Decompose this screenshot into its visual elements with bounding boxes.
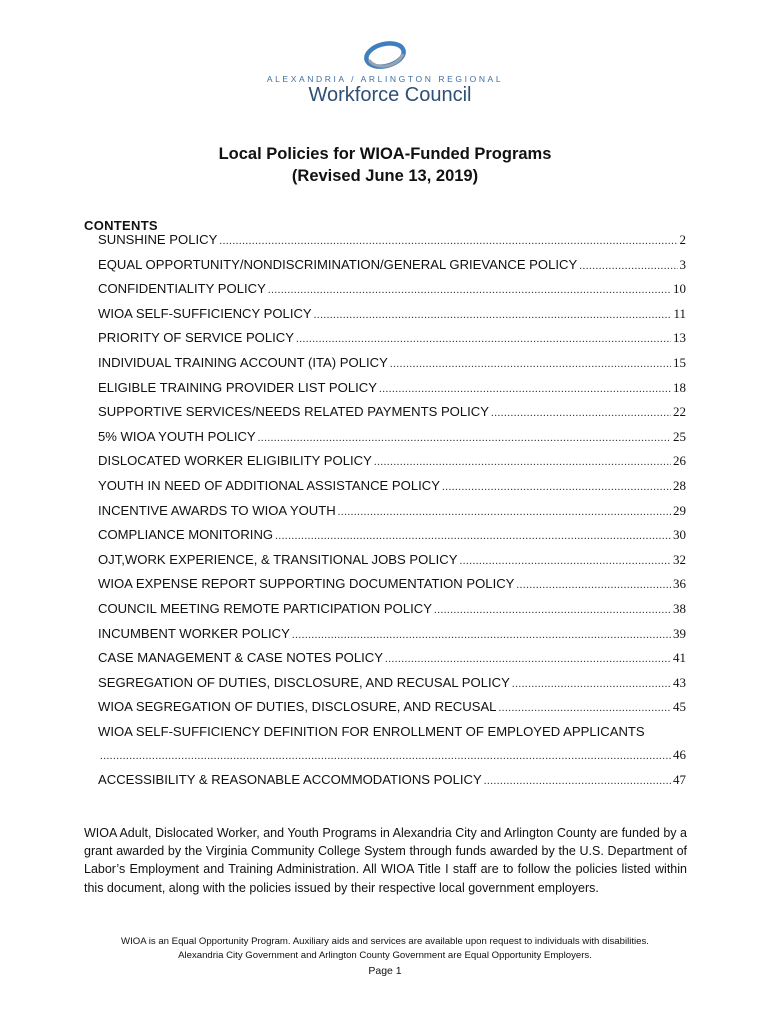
toc-leader-dots xyxy=(385,653,671,665)
ring-logo-icon xyxy=(361,40,409,70)
toc-item-title: COUNCIL MEETING REMOTE PARTICIPATION POLICY xyxy=(98,600,432,616)
toc-item[interactable] xyxy=(98,699,686,724)
toc-item[interactable] xyxy=(98,429,686,454)
toc-item-page: 38 xyxy=(673,600,686,616)
toc-leader-dots xyxy=(579,260,677,272)
toc-item-title: COMPLIANCE MONITORING xyxy=(98,527,274,543)
toc-item[interactable] xyxy=(98,503,686,528)
toc-item-page: 28 xyxy=(673,477,686,493)
toc-item-title: ELIGIBLE TRAINING PROVIDER LIST POLICY xyxy=(98,379,377,395)
toc-item-page: 29 xyxy=(673,502,686,518)
toc-item-title: INDIVIDUAL TRAINING ACCOUNT (ITA) POLICY xyxy=(98,354,388,370)
toc-item[interactable] xyxy=(98,281,686,306)
toc-item-title: CONFIDENTIALITY POLICY xyxy=(98,281,266,297)
toc-item[interactable] xyxy=(98,626,686,651)
toc-item[interactable] xyxy=(98,257,686,282)
toc-item[interactable] xyxy=(98,675,686,700)
toc-item[interactable] xyxy=(98,724,686,772)
toc-leader-dots xyxy=(516,579,671,591)
toc-leader-dots xyxy=(379,383,671,395)
toc-item-title: INCENTIVE AWARDS TO WIOA YOUTH xyxy=(98,502,336,518)
toc-leader-dots xyxy=(491,407,671,419)
toc-item-page: 22 xyxy=(673,404,686,420)
toc-item-title: OJT,WORK EXPERIENCE, & TRANSITIONAL JOBS POLICY xyxy=(98,551,458,567)
toc-item-title: INCUMBENT WORKER POLICY xyxy=(98,625,290,641)
toc-item-page: 41 xyxy=(673,650,686,666)
toc-item[interactable] xyxy=(98,232,686,257)
toc-leader-dots xyxy=(314,309,672,321)
toc-leader-dots xyxy=(296,333,671,345)
toc-item-title: SUPPORTIVE SERVICES/NEEDS RELATED PAYMENTS POLICY xyxy=(98,404,489,420)
intro-paragraph: WIOA Adult, Dislocated Worker, and Youth Programs in Alexandria City and Arlington County are funded by a grant awarded by the Virginia Community College System through funds awarded by the U.S. Department of Labor’s Employment and Training Administration. All WIOA Title I staff are to follow the policies listed within this document, along with the policies issued by their respective local government employers. xyxy=(84,826,687,895)
toc-leader-dots xyxy=(268,284,671,296)
toc-item-title: WIOA SELF-SUFFICIENCY DEFINITION FOR ENROLLMENT OF EMPLOYED APPLICANTS xyxy=(98,723,645,739)
document-title xyxy=(0,143,770,187)
toc-leader-dots xyxy=(275,530,671,542)
toc-item[interactable] xyxy=(98,772,686,797)
toc-item-page: 30 xyxy=(673,527,686,543)
toc-leader-dots xyxy=(459,555,671,567)
toc-item-title: ACCESSIBILITY & REASONABLE ACCOMMODATIONS POLICY xyxy=(98,771,482,787)
toc-item[interactable] xyxy=(98,404,686,429)
toc-leader-dots xyxy=(498,702,671,714)
toc-item-title: WIOA SELF-SUFFICIENCY POLICY xyxy=(98,305,312,321)
footer-note xyxy=(0,935,770,963)
title-line-2: (Revised June 13, 2019) xyxy=(291,167,479,185)
toc-leader-dots xyxy=(512,678,671,690)
toc-leader-dots xyxy=(219,235,677,247)
toc-item-title: 5% WIOA YOUTH POLICY xyxy=(98,428,256,444)
toc-item[interactable] xyxy=(98,552,686,577)
page-number: Page 1 xyxy=(368,965,402,977)
toc-item-page: 46 xyxy=(673,746,686,762)
toc-item-page: 32 xyxy=(673,551,686,567)
logo-org-line: ALEXANDRIA / ARLINGTON REGIONAL xyxy=(266,74,504,84)
toc-item-page: 10 xyxy=(673,281,686,297)
toc-item-page: 11 xyxy=(673,305,686,321)
toc-leader-dots xyxy=(338,506,671,518)
toc-item[interactable] xyxy=(98,330,686,355)
toc-item-page: 2 xyxy=(679,232,686,247)
toc-item-title: PRIORITY OF SERVICE POLICY xyxy=(98,330,294,346)
toc-item[interactable] xyxy=(98,453,686,478)
toc-leader-dots xyxy=(442,481,671,493)
toc-item-page: 3 xyxy=(679,256,686,272)
toc-item-page: 13 xyxy=(673,330,686,346)
toc-item[interactable] xyxy=(98,601,686,626)
toc-item[interactable] xyxy=(98,478,686,503)
toc-item-title: DISLOCATED WORKER ELIGIBILITY POLICY xyxy=(98,453,372,469)
toc-item[interactable] xyxy=(98,380,686,405)
toc-item-page: 18 xyxy=(673,379,686,395)
table-of-contents xyxy=(98,232,686,796)
contents-heading: CONTENTS xyxy=(84,218,158,233)
toc-item-page: 25 xyxy=(673,428,686,444)
logo-name: Workforce Council xyxy=(308,84,472,106)
toc-item[interactable] xyxy=(98,306,686,331)
toc-leader-dots xyxy=(434,604,671,616)
toc-item-page: 43 xyxy=(673,674,686,690)
footer-line-1: WIOA is an Equal Opportunity Program. Auxiliary aids and services are available upon request to individuals with disabilities. xyxy=(121,936,649,947)
toc-item-title: SUNSHINE POLICY xyxy=(98,232,218,247)
toc-item[interactable] xyxy=(98,576,686,601)
toc-item[interactable] xyxy=(98,650,686,675)
toc-leader-dots xyxy=(100,750,671,762)
toc-leader-dots xyxy=(484,775,671,787)
toc-item-title: EQUAL OPPORTUNITY/NONDISCRIMINATION/GENERAL GRIEVANCE POLICY xyxy=(98,256,578,272)
toc-item-title: CASE MANAGEMENT & CASE NOTES POLICY xyxy=(98,650,383,666)
toc-item-page: 39 xyxy=(673,625,686,641)
footer-line-2: Alexandria City Government and Arlington County Government are Equal Opportunity Employers. xyxy=(178,950,592,961)
toc-item-page: 26 xyxy=(673,453,686,469)
toc-leader-dots xyxy=(374,456,671,468)
toc-item-page: 45 xyxy=(673,699,686,715)
toc-item-title: WIOA SEGREGATION OF DUTIES, DISCLOSURE, AND RECUSAL xyxy=(98,699,497,715)
toc-item-title: SEGREGATION OF DUTIES, DISCLOSURE, AND RECUSAL POLICY xyxy=(98,674,510,690)
toc-item[interactable] xyxy=(98,355,686,380)
toc-item-page: 15 xyxy=(673,354,686,370)
title-line-1: Local Policies for WIOA-Funded Programs xyxy=(218,145,552,163)
toc-leader-dots xyxy=(292,629,671,641)
toc-item-page: 47 xyxy=(673,771,686,787)
toc-item[interactable] xyxy=(98,527,686,552)
toc-leader-dots xyxy=(390,358,671,370)
logo xyxy=(0,40,770,107)
toc-item-page: 36 xyxy=(673,576,686,592)
toc-leader-dots xyxy=(258,432,671,444)
toc-item-title: WIOA EXPENSE REPORT SUPPORTING DOCUMENTATION POLICY xyxy=(98,576,515,592)
toc-item-title: YOUTH IN NEED OF ADDITIONAL ASSISTANCE POLICY xyxy=(98,477,440,493)
